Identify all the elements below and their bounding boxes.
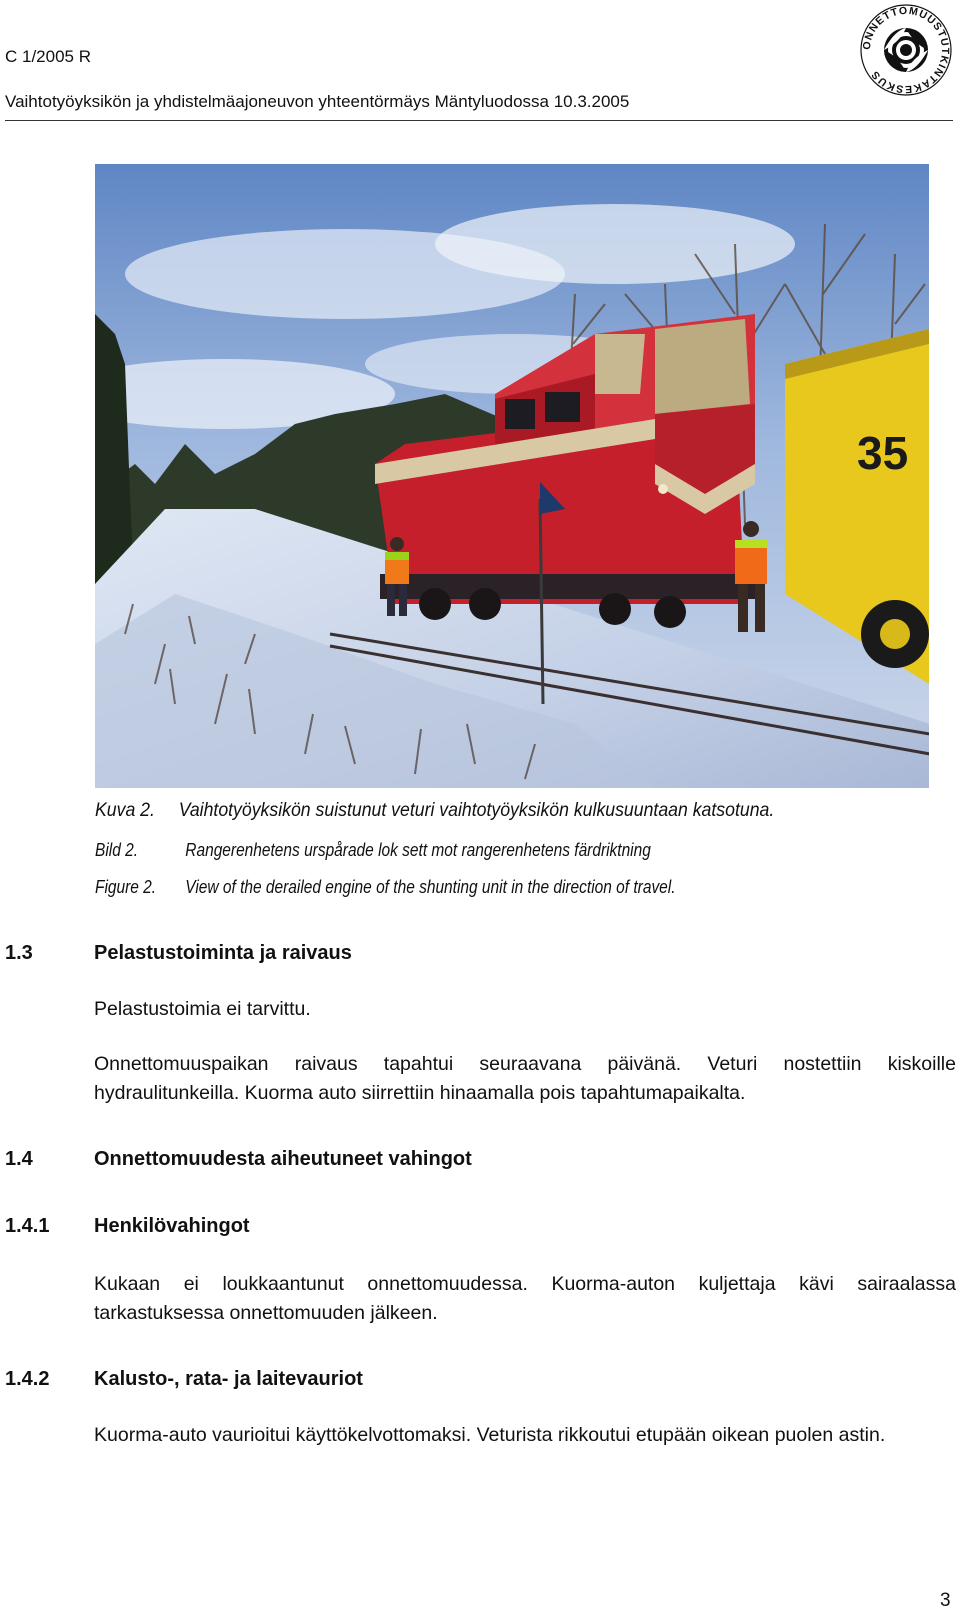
report-code: C 1/2005 R (5, 47, 91, 66)
caption-label: Kuva 2. (95, 800, 155, 821)
section-number: 1.3 (5, 942, 33, 964)
caption-text: Vaihtotyöyksikön suistunut veturi vaihtotyöyksikön kulkusuuntaan katsotuna. (178, 800, 775, 821)
page-number: 3 (940, 1590, 951, 1611)
caption-label: Bild 2. (95, 840, 139, 860)
agency-seal-logo (858, 2, 954, 98)
paragraph-damage: Kuorma-auto vaurioitui käyttökelvottomaksi. Veturista rikkoutui etupään oikean puolen astin. (94, 1424, 886, 1446)
caption-swedish (95, 840, 869, 866)
paragraph-injuries: Kukaan ei loukkaantunut onnettomuudessa. Kuorma-auton kuljettaja kävi sairaalassa tarkastuksessa onnettomuuden jälkeen. (94, 1273, 956, 1324)
section-title: Kalusto-, rata- ja laitevauriot (94, 1368, 363, 1390)
section-number: 1.4 (5, 1148, 33, 1170)
caption-finnish (95, 800, 932, 826)
section-number: 1.4.1 (5, 1215, 50, 1237)
caption-label: Figure 2. (95, 877, 157, 897)
truck-number-label: 35 (857, 427, 909, 479)
report-title: Vaihtotyöyksikön ja yhdistelmäajoneuvon yhteentörmäys Mäntyluodossa 10.3.2005 (5, 92, 630, 111)
caption-english (95, 877, 869, 903)
caption-text: View of the derailed engine of the shunting unit in the direction of travel. (185, 877, 676, 897)
svg-text:ONNETTOMUUSTUTKINTAKESKUS: ONNETTOMUUSTUTKINTAKESKUS (860, 4, 952, 96)
section-number: 1.4.2 (5, 1368, 50, 1390)
paragraph-clearing: Onnettomuuspaikan raivaus tapahtui seuraavana päivänä. Veturi nostettiin kiskoille hydraulitunkeilla. Kuorma auto siirrettiin hinaamalla pois tapahtumapaikalta. (94, 1053, 956, 1104)
paragraph-rescue: Pelastustoimia ei tarvittu. (94, 998, 311, 1020)
section-title: Onnettomuudesta aiheutuneet vahingot (94, 1148, 472, 1170)
section-title: Henkilövahingot (94, 1215, 250, 1237)
caption-text: Rangerenhetens urspårade lok sett mot rangerenhetens färdriktning (185, 840, 651, 860)
derailed-locomotive-photo (95, 164, 929, 788)
photo-illustration (95, 164, 929, 788)
section-title: Pelastustoiminta ja raivaus (94, 942, 352, 964)
header-divider (5, 120, 953, 121)
